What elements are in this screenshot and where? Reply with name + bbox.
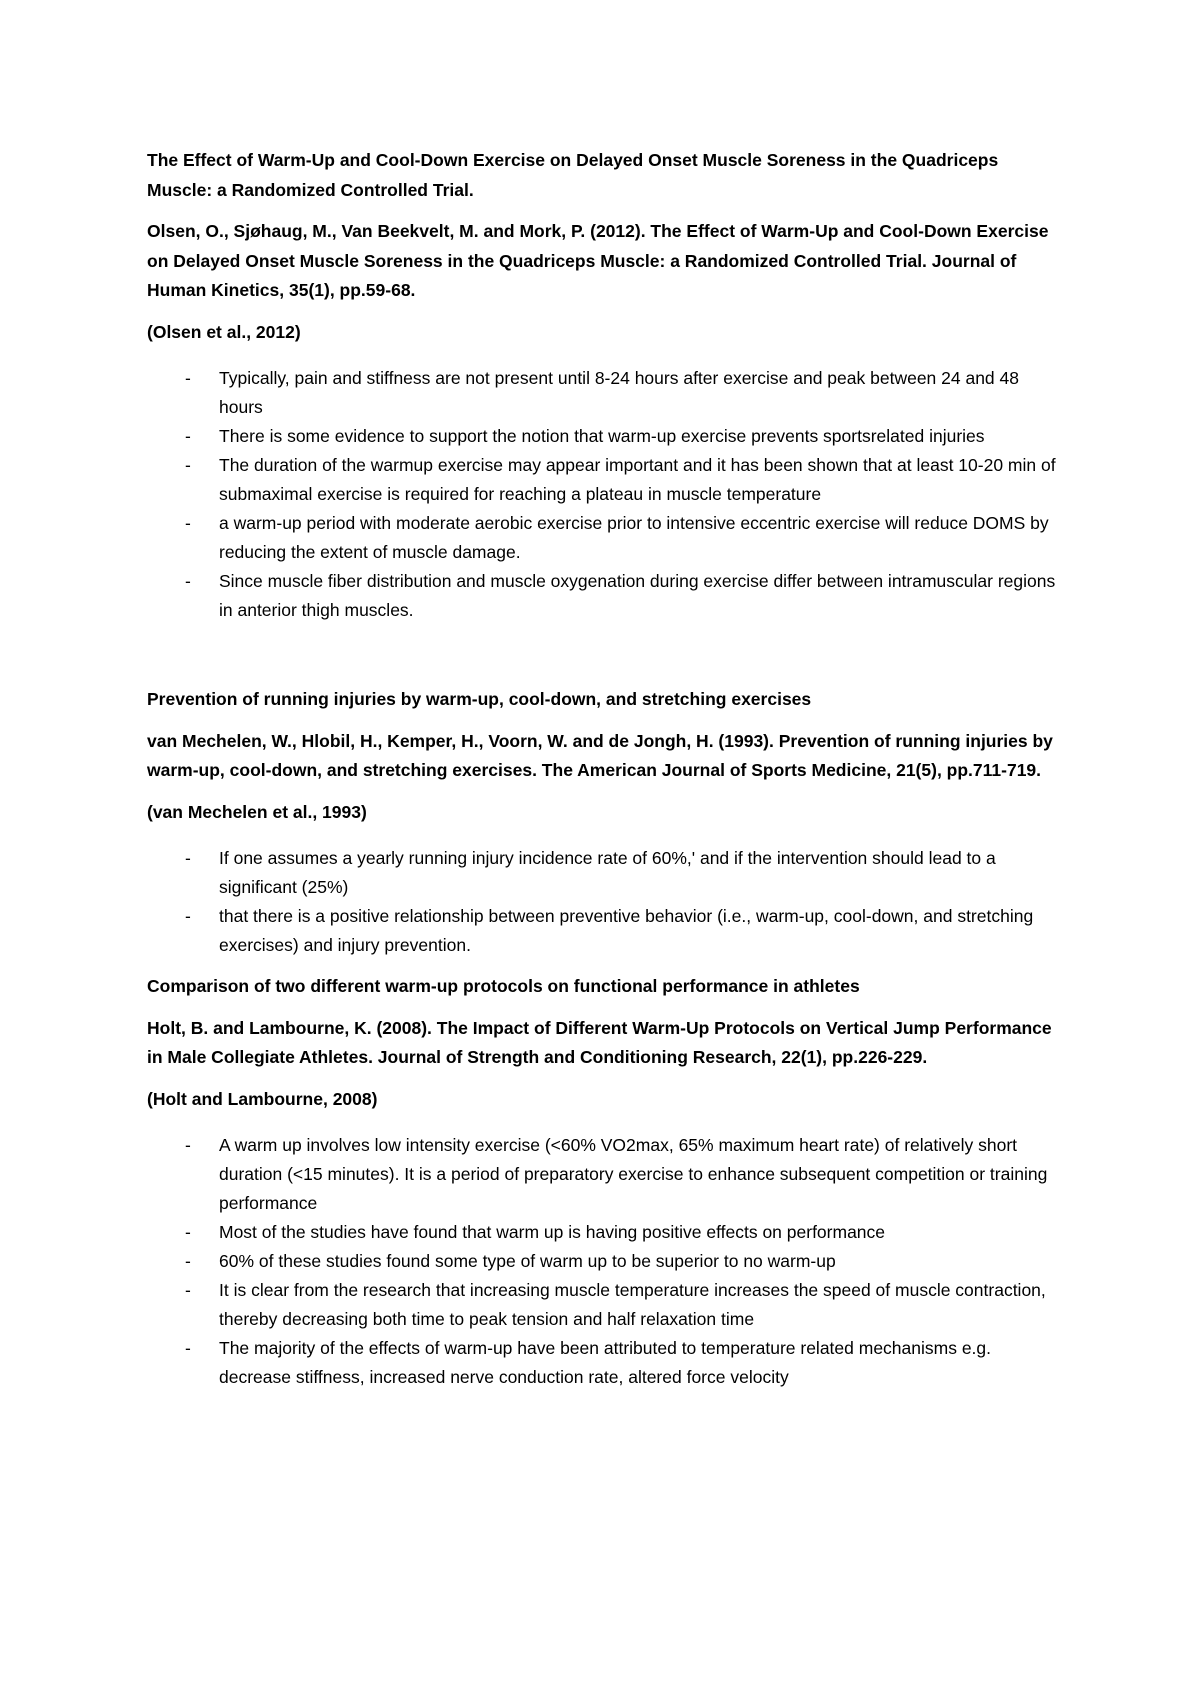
list-item-text: There is some evidence to support the notion that warm-up exercise prevents sportsrelated injuries <box>219 426 985 446</box>
in-text-citation: (Olsen et al., 2012) <box>147 321 301 342</box>
list-item-text: 60% of these studies found some type of warm up to be superior to no warm-up <box>219 1251 836 1271</box>
section-title: Prevention of running injuries by warm-up, cool-down, and stretching exercises <box>147 689 812 709</box>
reference: Holt, B. and Lambourne, K. (2008). The Impact of Different Warm-Up Protocols on Vertical Jump Performance in Male Collegiate Athletes. Journal of Strength and Conditioning Research, 22(1), pp.226-229. <box>147 1017 1052 1067</box>
list-item <box>147 1276 1067 1334</box>
list-item <box>147 1334 1067 1392</box>
section-title: The Effect of Warm-Up and Cool-Down Exercise on Delayed Onset Muscle Soreness in the Quadriceps Muscle: a Randomized Controlled Trial. <box>147 150 999 200</box>
in-text-citation: (Holt and Lambourne, 2008) <box>147 1088 378 1109</box>
dash-icon: - <box>185 1280 191 1300</box>
dash-icon: - <box>185 368 191 388</box>
list-item <box>147 1131 1067 1218</box>
reference: Olsen, O., Sjøhaug, M., Van Beekvelt, M. and Mork, P. (2012). The Effect of Warm-Up and Cool-Down Exercise on Delayed Onset Muscle Soreness in the Quadriceps Muscle: a Randomized Controlled Trial. Journal of Human Kinetics, 35(1), pp.59-68. <box>147 221 1049 300</box>
list-item-text: Most of the studies have found that warm up is having positive effects on performance <box>219 1222 886 1242</box>
list-item-text: Typically, pain and stiffness are not present until 8-24 hours after exercise and peak between 24 and 48 hours <box>219 368 1019 417</box>
dash-icon: - <box>185 1135 191 1155</box>
section-spacer <box>147 960 1067 972</box>
list-item-text: If one assumes a yearly running injury incidence rate of 60%,' and if the intervention should lead to a significant (25%) <box>219 848 996 897</box>
list-item <box>147 567 1067 625</box>
dash-icon: - <box>185 1338 191 1358</box>
list-item-text: that there is a positive relationship between preventive behavior (i.e., warm-up, cool-down, and stretching exercises) and injury prevention. <box>219 906 1034 955</box>
section-title: Comparison of two different warm-up protocols on functional performance in athletes <box>147 976 860 996</box>
reference: van Mechelen, W., Hlobil, H., Kemper, H., Voorn, W. and de Jongh, H. (1993). Prevention of running injuries by warm-up, cool-down, and stretching exercises. The American Journal of Sports Medicine, 21(5), pp.711-719. <box>147 730 1053 780</box>
list-item-text: a warm-up period with moderate aerobic exercise prior to intensive eccentric exercise will reduce DOMS by reducing the extent of muscle damage. <box>219 513 1049 562</box>
list-item <box>147 902 1067 960</box>
list-item-text: Since muscle fiber distribution and muscle oxygenation during exercise differ between intramuscular regions in anterior thigh muscles. <box>219 571 1056 620</box>
section-olsen <box>147 146 1067 625</box>
list-item <box>147 1247 1067 1276</box>
dash-icon: - <box>185 571 191 591</box>
dash-icon: - <box>185 848 191 868</box>
list-item-text: It is clear from the research that increasing muscle temperature increases the speed of muscle contraction, thereby decreasing both time to peak tension and half relaxation time <box>219 1280 1046 1329</box>
list-item-text: A warm up involves low intensity exercise (<60% VO2max, 65% maximum heart rate) of relatively short duration (<15 minutes). It is a period of preparatory exercise to enhance subsequent competition or training performance <box>219 1135 1048 1213</box>
bullet-list <box>147 844 1067 960</box>
list-item <box>147 509 1067 567</box>
list-item <box>147 364 1067 422</box>
list-item <box>147 451 1067 509</box>
dash-icon: - <box>185 455 191 475</box>
list-item <box>147 1218 1067 1247</box>
in-text-citation: (van Mechelen et al., 1993) <box>147 801 367 822</box>
list-item-text: The majority of the effects of warm-up have been attributed to temperature related mechanisms e.g. decrease stiffness, increased nerve conduction rate, altered force velocity <box>219 1338 992 1387</box>
bullet-list <box>147 1131 1067 1392</box>
dash-icon: - <box>185 1222 191 1242</box>
list-item <box>147 844 1067 902</box>
dash-icon: - <box>185 1251 191 1271</box>
section-van-mechelen <box>147 685 1067 960</box>
dash-icon: - <box>185 426 191 446</box>
list-item <box>147 422 1067 451</box>
list-item-text: The duration of the warmup exercise may appear important and it has been shown that at least 10-20 min of submaximal exercise is required for reaching a plateau in muscle temperature <box>219 455 1056 504</box>
section-spacer <box>147 625 1067 685</box>
document-page <box>147 146 1067 1392</box>
section-holt <box>147 972 1067 1392</box>
bullet-list <box>147 364 1067 625</box>
dash-icon: - <box>185 906 191 926</box>
dash-icon: - <box>185 513 191 533</box>
